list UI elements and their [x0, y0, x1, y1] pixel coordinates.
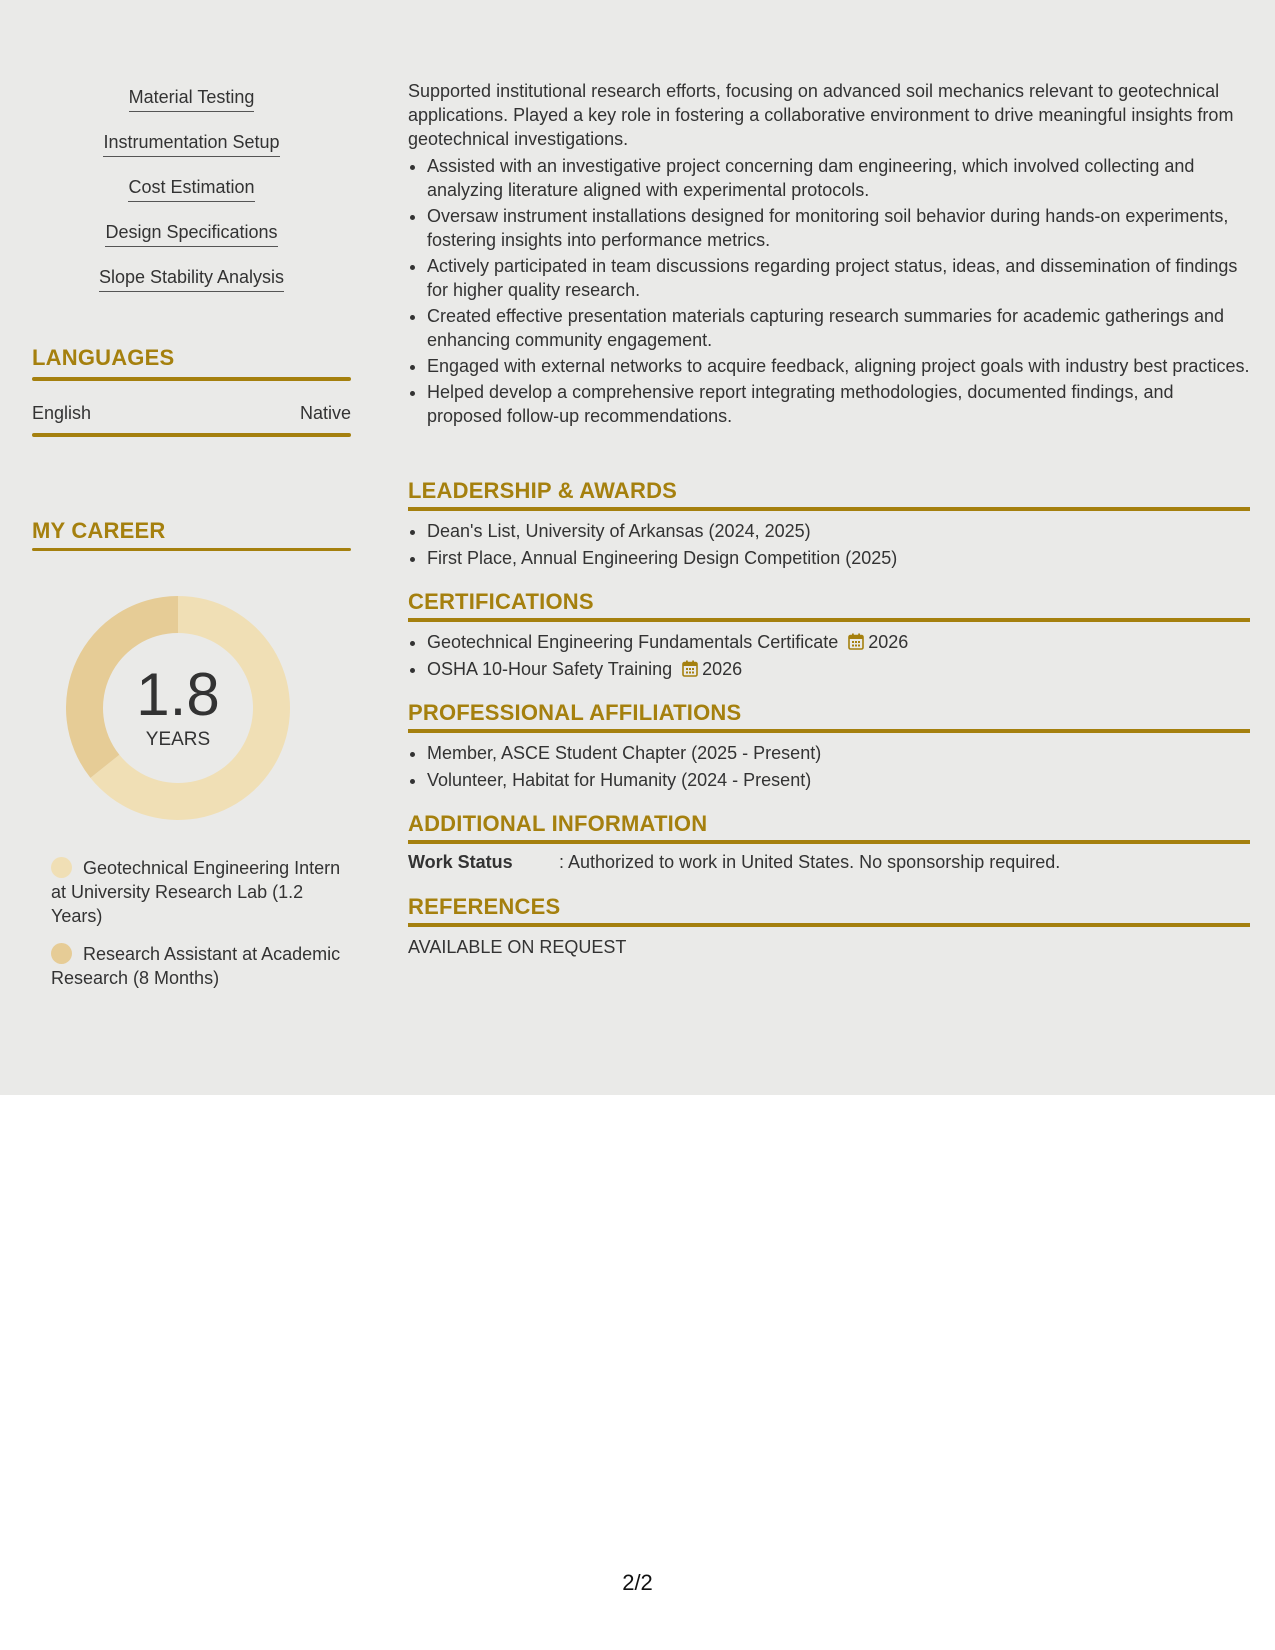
section-divider — [408, 923, 1250, 927]
skill-item — [32, 176, 351, 221]
skill-label: Instrumentation Setup — [103, 131, 279, 157]
certifications-title: CERTIFICATIONS — [408, 589, 594, 614]
languages-divider — [32, 377, 351, 381]
references-title: REFERENCES — [408, 894, 561, 919]
affiliations-title: PROFESSIONAL AFFILIATIONS — [408, 700, 742, 725]
language-level: Native — [299, 403, 351, 423]
list-item: • Oversaw instrument installations designed for monitoring soil behavior during hands-on experiments, fostering insights into performance metrics. — [427, 204, 1250, 252]
certificate-year: 2026 — [868, 632, 909, 652]
career-total-years: 1.8 — [136, 661, 220, 728]
references-section — [408, 894, 1250, 958]
career-title: MY CAREER — [32, 518, 166, 543]
work-status-label: Work Status — [408, 852, 513, 872]
certificate-name: Geotechnical Engineering Fundamentals Certificate — [427, 632, 839, 652]
legend-label: Research Assistant at Academic Research (8 Months) — [51, 944, 341, 988]
language-level-bar — [32, 433, 351, 437]
list-item: • Volunteer, Habitat for Humanity (2024 - Present) — [427, 768, 1250, 792]
calendar-icon — [848, 633, 864, 650]
experience-summary: Supported institutional research efforts, focusing on advanced soil mechanics relevant to geotechnical applications. Played a key role in fostering a collaborative environment to drive meaningful insights from geotechnical investigations. — [408, 81, 1234, 149]
certifications-section — [408, 589, 1250, 684]
certificate-year: 2026 — [702, 659, 743, 679]
career-legend-item — [51, 856, 341, 928]
legend-swatch — [51, 943, 72, 964]
skill-label: Cost Estimation — [128, 176, 254, 202]
languages-title: LANGUAGES — [32, 345, 175, 370]
list-item: • Assisted with an investigative project concerning dam engineering, which involved collecting and analyzing literature aligned with experimental protocols. — [427, 154, 1250, 202]
work-status-value: : Authorized to work in United States. No sponsorship required. — [559, 852, 1061, 872]
page-number: 2/2 — [622, 1570, 653, 1595]
career-total-unit: YEARS — [145, 729, 211, 750]
additional-info-title: ADDITIONAL INFORMATION — [408, 811, 708, 836]
work-status-row — [408, 852, 1250, 873]
skill-label: Material Testing — [129, 86, 255, 112]
career-divider — [32, 548, 351, 551]
list-item — [427, 657, 1250, 681]
skill-item — [32, 131, 351, 176]
section-divider — [408, 618, 1250, 622]
language-name: English — [32, 403, 92, 423]
certificate-name: OSHA 10-Hour Safety Training — [427, 659, 673, 679]
skill-item — [32, 266, 351, 311]
list-item: • Helped develop a comprehensive report integrating methodologies, documented findings, and proposed follow-up recommendations. — [427, 380, 1250, 428]
references-text: AVAILABLE ON REQUEST — [408, 937, 627, 957]
list-item: • Dean's List, University of Arkansas (2024, 2025) — [427, 519, 1250, 543]
legend-swatch — [51, 857, 72, 878]
list-item: • Actively participated in team discussions regarding project status, ideas, and dissemination of findings for higher quality research. — [427, 254, 1250, 302]
list-item — [427, 630, 1250, 654]
calendar-icon — [682, 660, 698, 677]
list-item: • First Place, Annual Engineering Design Competition (2025) — [427, 546, 1250, 570]
career-legend-item — [51, 942, 341, 990]
leadership-section — [408, 478, 1250, 573]
section-divider — [408, 507, 1250, 511]
legend-label: Geotechnical Engineering Intern at University Research Lab (1.2 Years) — [51, 858, 341, 926]
skill-item — [32, 221, 351, 266]
section-divider — [408, 840, 1250, 844]
leadership-title: LEADERSHIP & AWARDS — [408, 478, 678, 503]
affiliations-section — [408, 700, 1250, 795]
list-item: • Created effective presentation materials capturing research summaries for academic gatherings and enhancing community engagement. — [427, 304, 1250, 352]
language-row — [32, 403, 351, 424]
list-item: • Engaged with external networks to acquire feedback, aligning project goals with industry best practices. — [427, 354, 1250, 378]
experience-bullets — [408, 154, 1250, 430]
skills-list — [32, 86, 351, 311]
additional-info-section — [408, 811, 1250, 873]
skill-label: Design Specifications — [105, 221, 277, 247]
skill-item — [32, 86, 351, 131]
list-item: • Member, ASCE Student Chapter (2025 - Present) — [427, 741, 1250, 765]
skill-label: Slope Stability Analysis — [99, 266, 284, 292]
section-divider — [408, 729, 1250, 733]
